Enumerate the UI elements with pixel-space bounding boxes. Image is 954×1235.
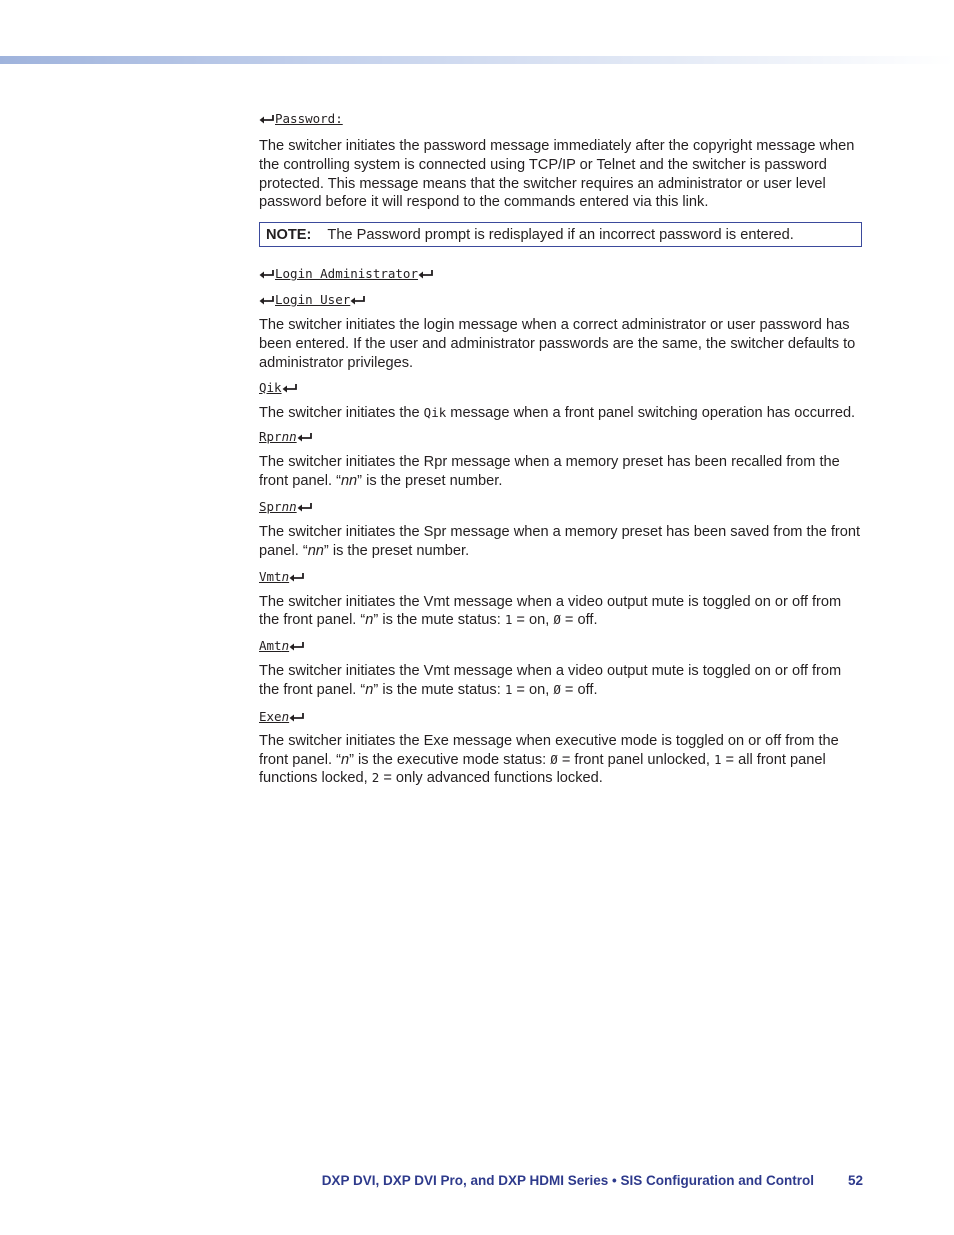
- qik-description: [259, 404, 863, 423]
- exe-text-before: The switcher initiates the Exe message when executive mode is toggled on or off from the front panel. “: [259, 732, 839, 768]
- return-arrow-icon: [259, 114, 275, 124]
- exe-text-after: = only advanced functions locked.: [379, 770, 603, 787]
- vmt-description: [259, 593, 863, 631]
- qik-text-before: The switcher initiates the: [259, 404, 424, 421]
- amt-var-text: n: [365, 681, 374, 698]
- exe-val2: 1: [713, 751, 722, 767]
- vmt-command-var: n: [281, 568, 290, 584]
- amt-command-var: n: [281, 638, 290, 654]
- login-description: The switcher initiates the login message when a correct administrator or user password has been entered. If the user and administrator passwords are the same, the switcher defaults to administrator privileges.: [259, 317, 856, 371]
- return-arrow-icon: [259, 269, 275, 279]
- vmt-val1: 1: [504, 612, 513, 628]
- amt-text-after: = off.: [560, 681, 598, 698]
- login-admin-command-text: Login Administrator: [275, 266, 418, 282]
- spr-text-after: ” is the preset number.: [323, 542, 470, 559]
- vmt-command: [259, 568, 863, 586]
- return-arrow-icon: [350, 295, 366, 305]
- login-user-command: [259, 291, 863, 309]
- page-footer: [0, 1173, 954, 1191]
- note-box: [259, 222, 862, 247]
- amt-text-mid1: ” is the mute status:: [373, 681, 505, 698]
- spr-command-var: nn: [281, 498, 297, 514]
- note-text: The Password prompt is redisplayed if an incorrect password is entered.: [327, 226, 794, 243]
- password-command: [259, 110, 863, 128]
- amt-command: [259, 637, 863, 655]
- page-content: [259, 110, 863, 788]
- vmt-var-text: n: [365, 612, 374, 629]
- exe-var-text: n: [340, 751, 350, 768]
- vmt-text-after: = off.: [560, 612, 598, 629]
- amt-description: [259, 662, 863, 700]
- footer-title: DXP DVI, DXP DVI Pro, and DXP HDMI Series • SIS Configuration and Control: [321, 1173, 814, 1188]
- exe-description: [259, 732, 863, 788]
- exe-val3: 2: [371, 770, 380, 786]
- exe-text-mid2: = front panel unlocked,: [557, 751, 714, 768]
- rpr-text-before: The switcher initiates the Rpr message when a memory preset has been recalled from the front panel. “: [259, 454, 840, 490]
- qik-code: Qik: [423, 404, 447, 420]
- qik-command-text: Qik: [259, 379, 282, 395]
- vmt-text-mid2: = on,: [512, 612, 554, 629]
- login-admin-command: [259, 265, 863, 283]
- amt-val2: Ø: [553, 681, 561, 697]
- qik-command: [259, 379, 863, 397]
- spr-var-text: nn: [307, 542, 324, 559]
- amt-command-text: Amt: [259, 638, 282, 654]
- exe-text-mid1: ” is the executive mode status:: [349, 751, 551, 768]
- exe-val1: Ø: [550, 751, 558, 767]
- return-arrow-icon: [418, 269, 434, 279]
- return-arrow-icon: [282, 383, 298, 393]
- rpr-command-text: Rpr: [259, 429, 282, 445]
- amt-text-before: The switcher initiates the Vmt message when a video output mute is toggled on or off from the front panel. “: [259, 663, 842, 698]
- return-arrow-icon: [289, 641, 305, 651]
- spr-command: [259, 498, 863, 516]
- vmt-text-mid1: ” is the mute status:: [373, 612, 505, 629]
- header-color-bar: [0, 56, 954, 64]
- rpr-command-var: nn: [281, 429, 297, 445]
- spr-text-before: The switcher initiates the Spr message when a memory preset has been saved from the front panel. “: [259, 523, 861, 559]
- exe-text-mid3: = all front panel functions locked,: [259, 751, 826, 787]
- return-arrow-icon: [297, 502, 313, 512]
- qik-text-after: message when a front panel switching operation has occurred.: [446, 404, 856, 421]
- password-command-text: Password:: [275, 111, 343, 126]
- vmt-text-before: The switcher initiates the Vmt message when a video output mute is toggled on or off from the front panel. “: [259, 593, 842, 629]
- vmt-val2: Ø: [553, 612, 561, 628]
- amt-text-mid2: = on,: [512, 681, 554, 698]
- return-arrow-icon: [289, 572, 305, 582]
- password-description: The switcher initiates the password message immediately after the copyright message when the controlling system is connected using TCP/IP or Telnet and the switcher is password protected. This message means that the switcher requires an administrator or user level password before it will respond to the commands entered via this link.: [259, 138, 855, 211]
- vmt-command-text: Vmt: [259, 568, 282, 584]
- return-arrow-icon: [259, 295, 275, 305]
- return-arrow-icon: [297, 432, 313, 442]
- note-label: NOTE:: [266, 226, 312, 243]
- exe-command: [259, 708, 863, 726]
- exe-command-text: Exe: [259, 708, 282, 724]
- spr-command-text: Spr: [259, 498, 282, 514]
- exe-command-var: n: [281, 708, 290, 724]
- amt-val1: 1: [504, 681, 513, 697]
- return-arrow-icon: [289, 712, 305, 722]
- login-user-command-text: Login User: [275, 292, 351, 308]
- page-number: 52: [847, 1173, 863, 1188]
- rpr-var-text: nn: [340, 473, 358, 490]
- rpr-description: [259, 453, 863, 491]
- rpr-command: [259, 428, 863, 446]
- spr-description: [259, 523, 863, 561]
- rpr-text-after: ” is the preset number.: [357, 473, 503, 490]
